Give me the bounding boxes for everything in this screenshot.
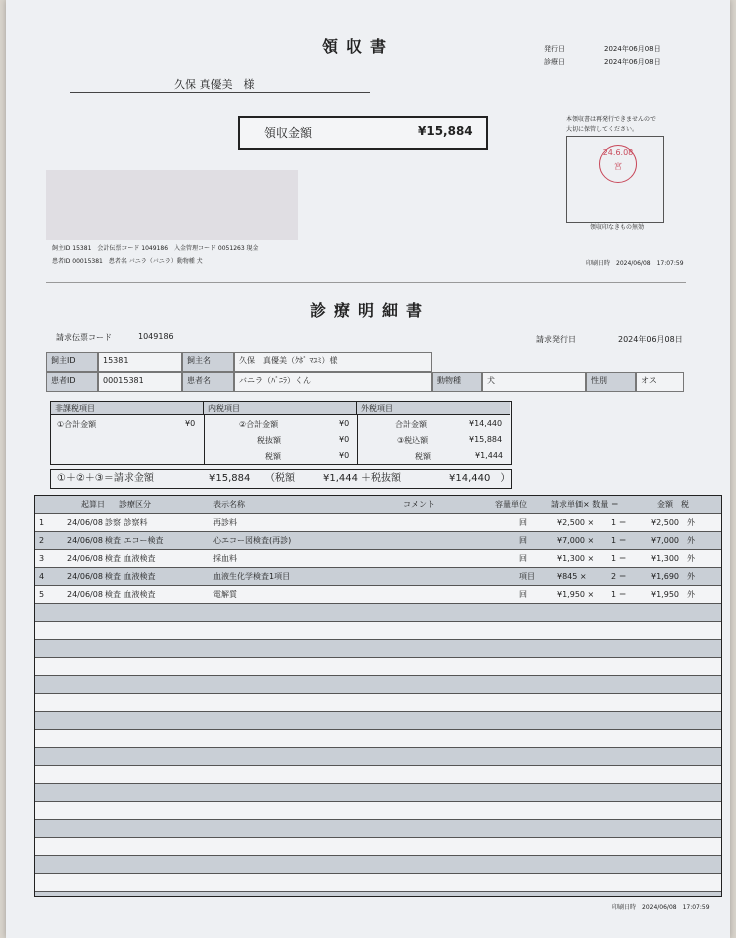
codes-line: 飼主ID 15381 会計伝票コード 1049186 入金管理コード 0051263 現金 (52, 245, 259, 252)
billing-formula: ①＋②＋③＝請求金額 (57, 473, 154, 484)
receipt-amount-value: ¥15,884 (418, 124, 473, 138)
stamp-box (566, 136, 664, 223)
patient-line: 患者ID 00015381 患者名 バニラ（バニラ）動物種 犬 (52, 258, 203, 265)
empty-row (35, 784, 721, 802)
detail-issue-date-value: 2024年06月08日 (618, 335, 683, 344)
nt-total-value: ¥0 (185, 419, 196, 428)
row-tax: 外 (687, 590, 695, 599)
it-tax-value: ¥0 (339, 451, 350, 460)
row-name: 心エコー図検査(再診) (213, 536, 292, 545)
stamp-mark: 宮 (614, 162, 622, 171)
tax-divider-1 (204, 415, 205, 465)
row-category: 検査 血液検査 (105, 590, 156, 599)
notice-line-2: 大切に保管してください。 (566, 126, 639, 133)
table-header-row (35, 496, 721, 514)
notice-line-1: 本領収書は再発行できませんので (566, 116, 657, 123)
it-tax-label: 税額 (265, 452, 281, 461)
row-unit: 回 (519, 554, 527, 563)
row-amount: ¥1,300 (651, 554, 679, 563)
row-category: 検査 血液検査 (105, 572, 156, 581)
row-price: ¥7,000 × (557, 536, 595, 545)
row-date: 24/06/08 (67, 536, 103, 545)
recipient-underline (70, 92, 370, 93)
it-total-label: ②合計金額 (239, 420, 279, 429)
row-qty: 2 ＝ (611, 572, 627, 581)
non-taxable-header: 非課税項目 (51, 402, 204, 415)
row-unit: 回 (519, 590, 527, 599)
empty-row (35, 802, 721, 820)
empty-row (35, 712, 721, 730)
table-row (35, 550, 721, 568)
row-name: 血液生化学検査1項目 (213, 572, 291, 581)
stamp-note: 領収印なきもの無効 (590, 224, 645, 231)
it-excl-value: ¥0 (339, 435, 350, 444)
row-number: 3 (39, 554, 45, 563)
billing-total: ¥15,884 (209, 473, 251, 484)
row-number: 4 (39, 572, 45, 581)
receipt-title: 領収書 (322, 37, 395, 56)
billing-tax-label: （税額 (265, 473, 295, 484)
empty-row (35, 694, 721, 712)
col-start-date: 起算日 (81, 500, 105, 509)
recipient-name: 久保 真優美 様 (174, 78, 255, 91)
col-unit: 容量単位 (495, 500, 527, 509)
section-divider (46, 282, 686, 283)
col-comment: コメント (403, 500, 435, 509)
table-row (35, 586, 721, 604)
row-price: ¥1,300 × (557, 554, 595, 563)
ot-total-value: ¥14,440 (469, 419, 503, 428)
billing-tax: ¥1,444 (323, 473, 358, 484)
row-tax: 外 (687, 536, 695, 545)
row-name: 電解質 (213, 590, 237, 599)
patient-name-label: 患者名 (182, 372, 234, 392)
row-number: 2 (39, 536, 45, 545)
owner-id-label: 飼主ID (46, 352, 98, 372)
row-tax: 外 (687, 554, 695, 563)
empty-row (35, 676, 721, 694)
row-unit: 回 (519, 518, 527, 527)
ot-incl-value: ¥15,884 (469, 435, 503, 444)
row-qty: 1 ＝ (611, 536, 627, 545)
ot-tax-value: ¥1,444 (475, 451, 503, 460)
detail-title: 診療明細書 (310, 301, 431, 320)
empty-row (35, 892, 721, 897)
col-category: 診療区分 (119, 500, 151, 509)
line-items-table (34, 495, 722, 897)
slip-code-value: 1049186 (138, 332, 174, 341)
patient-name-value: バニラ（ﾊﾞﾆﾗ）くん (234, 372, 432, 392)
row-amount: ¥1,950 (651, 590, 679, 599)
received-stamp (599, 145, 637, 183)
row-price: ¥845 × (557, 572, 587, 581)
row-date: 24/06/08 (67, 554, 103, 563)
sex-label: 性別 (586, 372, 636, 392)
empty-row (35, 622, 721, 640)
receipt-amount-label: 領収金額 (264, 126, 313, 140)
owner-name-value: 久保 真優美（ｸﾎﾞ ﾏﾕﾐ）様 (234, 352, 432, 372)
print-datetime-top: 印刷日時 2024/06/08 17:07:59 (586, 260, 684, 267)
stamp-date: 24.6.08 (602, 148, 634, 157)
empty-row (35, 838, 721, 856)
row-number: 1 (39, 518, 45, 527)
it-excl-label: 税抜額 (257, 436, 281, 445)
row-price: ¥2,500 × (557, 518, 595, 527)
col-amount: 金額 税 (657, 500, 689, 509)
empty-row (35, 874, 721, 892)
row-date: 24/06/08 (67, 590, 103, 599)
row-name: 再診料 (213, 518, 237, 527)
species-label: 動物種 (432, 372, 482, 392)
row-category: 検査 血液検査 (105, 554, 156, 563)
empty-row (35, 748, 721, 766)
row-price: ¥1,950 × (557, 590, 595, 599)
empty-row (35, 658, 721, 676)
patient-id-value: 00015381 (98, 372, 182, 392)
empty-row (35, 856, 721, 874)
species-value: 犬 (482, 372, 586, 392)
billing-pretax: ¥14,440 ） (449, 473, 511, 484)
row-category: 診察 診察料 (105, 518, 148, 527)
col-price-qty: 請求単価× 数量 ＝ (551, 500, 619, 509)
patient-id-label: 患者ID (46, 372, 98, 392)
it-total-value: ¥0 (339, 419, 350, 428)
row-category: 検査 エコー検査 (105, 536, 164, 545)
ot-total-label: 合計金額 (395, 420, 427, 429)
row-name: 採血料 (213, 554, 237, 563)
issue-date-label: 発行日 (544, 45, 565, 53)
detail-issue-date-label: 請求発行日 (536, 335, 576, 344)
ot-tax-label: 税額 (415, 452, 431, 461)
row-tax: 外 (687, 518, 695, 527)
empty-row (35, 766, 721, 784)
sex-value: オス (636, 372, 684, 392)
billing-pretax-label: ＋税抜額 (361, 473, 401, 484)
redacted-area (46, 170, 298, 240)
row-qty: 1 ＝ (611, 590, 627, 599)
treatment-date-value: 2024年06月08日 (604, 58, 661, 66)
ot-incl-label: ③税込額 (397, 436, 429, 445)
treatment-date-label: 診療日 (544, 58, 565, 66)
empty-row (35, 604, 721, 622)
empty-row (35, 640, 721, 658)
tax-summary (50, 401, 512, 465)
row-tax: 外 (687, 572, 695, 581)
outer-tax-header: 外税項目 (357, 402, 510, 415)
inner-tax-header: 内税項目 (204, 402, 357, 415)
print-datetime-bottom: 印刷日時 2024/06/08 17:07:59 (612, 904, 710, 911)
row-unit: 回 (519, 536, 527, 545)
table-row (35, 514, 721, 532)
tax-divider-2 (357, 415, 358, 465)
table-row (35, 532, 721, 550)
issue-date-value: 2024年06月08日 (604, 45, 661, 53)
col-display-name: 表示名称 (213, 500, 245, 509)
receipt-sheet (6, 0, 730, 938)
table-row (35, 568, 721, 586)
row-qty: 1 ＝ (611, 554, 627, 563)
row-qty: 1 ＝ (611, 518, 627, 527)
row-date: 24/06/08 (67, 518, 103, 527)
billing-summary (50, 469, 512, 489)
receipt-amount-box (238, 116, 488, 150)
row-amount: ¥1,690 (651, 572, 679, 581)
slip-code-label: 請求伝票コード (56, 333, 112, 342)
owner-id-value: 15381 (98, 352, 182, 372)
row-date: 24/06/08 (67, 572, 103, 581)
nt-total-label: ①合計金額 (57, 420, 97, 429)
row-amount: ¥7,000 (651, 536, 679, 545)
empty-row (35, 820, 721, 838)
empty-row (35, 730, 721, 748)
row-number: 5 (39, 590, 45, 599)
owner-name-label: 飼主名 (182, 352, 234, 372)
row-amount: ¥2,500 (651, 518, 679, 527)
row-unit: 項目 (519, 572, 535, 581)
